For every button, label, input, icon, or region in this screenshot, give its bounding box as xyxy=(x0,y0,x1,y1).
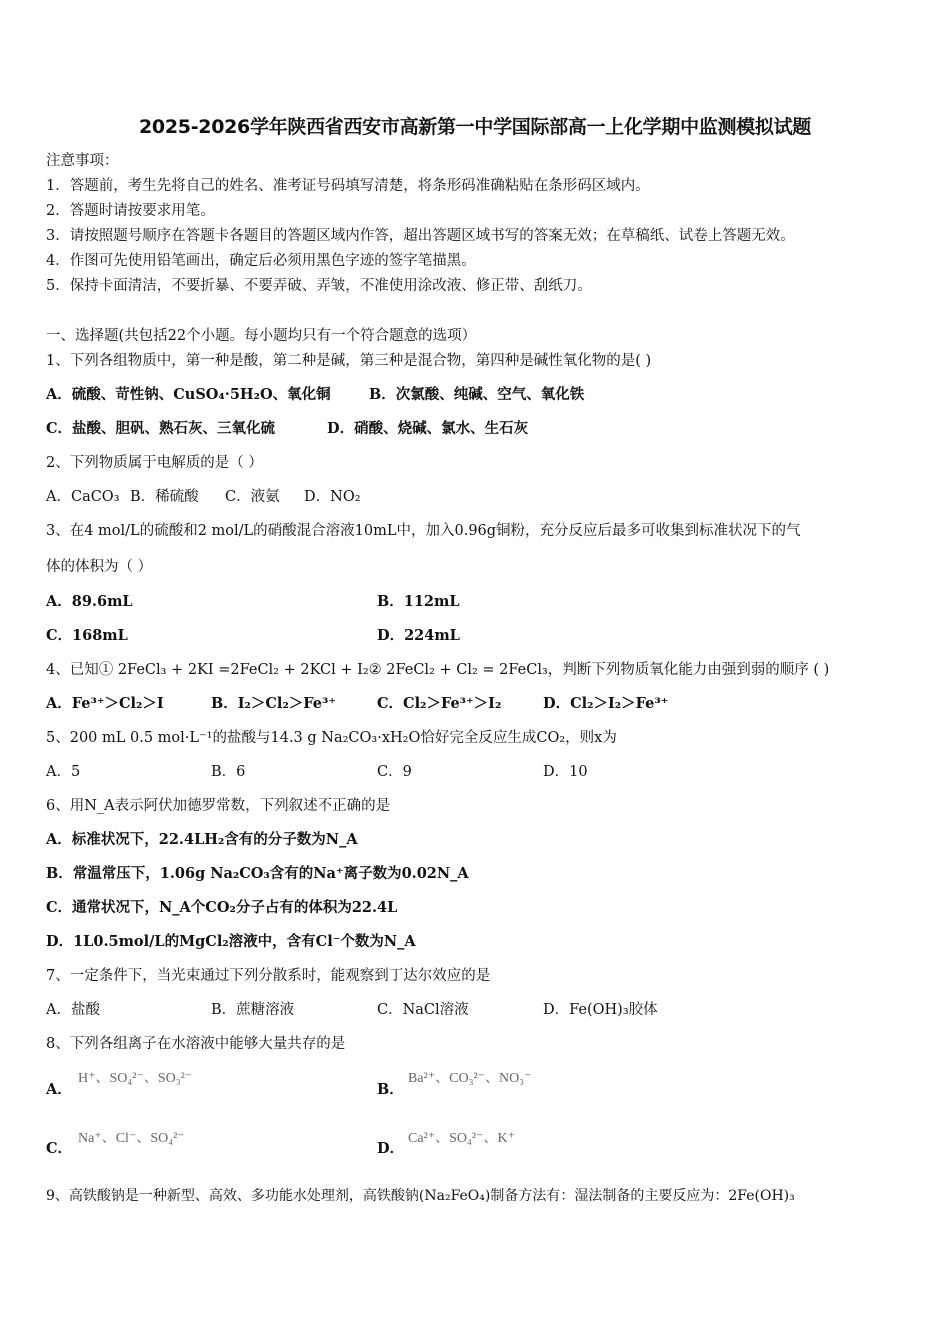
option-c: C．Cl₂＞Fe³⁺＞I₂ xyxy=(377,695,502,712)
option-c: C．168mL xyxy=(46,627,128,644)
option-b-label: B． xyxy=(377,1081,404,1098)
option-c: C．NaCl溶液 xyxy=(377,1002,469,1018)
option-d: D．NO₂ xyxy=(304,489,361,505)
question-stem: 8、下列各组离子在水溶液中能够大量共存的是 xyxy=(46,1036,346,1052)
notice-item: 5．保持卡面清洁，不要折暴、不要弄破、弄皱，不准使用涂改液、修正带、刮纸刀。 xyxy=(46,278,592,294)
question-stem: 5、200 mL 0.5 mol·L⁻¹的盐酸与14.3 g Na₂CO₃·xH₂O恰好完全反应生成CO₂，则x为 xyxy=(46,730,617,746)
option-d: D．Cl₂＞I₂＞Fe³⁺ xyxy=(543,695,669,712)
option-b: B．蔗糖溶液 xyxy=(211,1002,295,1018)
question-stem: 1、下列各组物质中，第一种是酸，第二种是碱，第三种是混合物，第四种是碱性氧化物的是( ) xyxy=(46,353,652,369)
option-c-ions: Na⁺、Cl⁻、SO₄²⁻ xyxy=(78,1131,185,1146)
option-c-label: C． xyxy=(46,1140,73,1157)
notice-item: 2．答题时请按要求用笔。 xyxy=(46,203,215,219)
option-a: A．89.6mL xyxy=(46,593,133,610)
option-d: D．10 xyxy=(543,764,588,780)
question-stem-cont: 体的体积为（ ） xyxy=(46,559,153,575)
option-a: A．盐酸 xyxy=(46,1002,100,1018)
option-c: C．通常状况下，N_A个CO₂分子占有的体积为22.4L xyxy=(46,899,398,916)
notice-item: 1．答题前，考生先将自己的姓名、准考证号码填写清楚，将条形码准确粘贴在条形码区域内。 xyxy=(46,178,650,194)
option-d: D．1L0.5mol/L的MgCl₂溶液中，含有Cl⁻个数为N_A xyxy=(46,933,416,950)
option-a: A．Fe³⁺＞Cl₂＞I xyxy=(46,695,164,712)
question-stem: 7、一定条件下，当光束通过下列分散系时，能观察到丁达尔效应的是 xyxy=(46,968,491,984)
page-title: 2025-2026学年陕西省西安市高新第一中学国际部高一上化学期中监测模拟试题 xyxy=(139,116,811,138)
option-a: A．5 xyxy=(46,764,81,780)
option-a: A．硫酸、苛性钠、CuSO₄·5H₂O、氧化铜 xyxy=(46,386,331,403)
option-b-ions: Ba²⁺、CO₃²⁻、NO₃⁻ xyxy=(408,1071,532,1086)
option-b: B．112mL xyxy=(377,593,460,610)
option-a: A．CaCO₃ xyxy=(46,489,120,505)
option-a-label: A． xyxy=(46,1081,72,1098)
question-stem: 3、在4 mol/L的硫酸和2 mol/L的硝酸混合溶液10mL中，加入0.96g铜粉，充分反应后最多可收集到标准状况下的气 xyxy=(46,523,801,539)
option-c: C．液氨 xyxy=(225,489,280,505)
question-stem: 4、已知① 2FeCl₃ + 2KI =2FeCl₂ + 2KCl + I₂② 2FeCl₂ + Cl₂ = 2FeCl₃，判断下列物质氧化能力由强到弱的顺序 ( ) xyxy=(46,662,830,678)
question-stem: 2、下列物质属于电解质的是（ ） xyxy=(46,455,263,471)
question-stem: 6、用N_A表示阿伏加德罗常数，下列叙述不正确的是 xyxy=(46,798,391,814)
option-d-label: D． xyxy=(377,1140,405,1157)
option-d: D．Fe(OH)₃胶体 xyxy=(543,1002,658,1018)
option-b: B．次氯酸、纯碱、空气、氧化铁 xyxy=(369,386,585,403)
option-b: B．I₂＞Cl₂＞Fe³⁺ xyxy=(211,695,337,712)
option-d-ions: Ca²⁺、SO₄²⁻、K⁺ xyxy=(408,1131,516,1146)
notice-item: 4．作图可先使用铅笔画出，确定后必须用黑色字迹的签字笔描黑。 xyxy=(46,253,476,269)
section-heading: 一、选择题(共包括22个小题。每小题均只有一个符合题意的选项） xyxy=(46,328,477,344)
option-b: B．常温常压下，1.06g Na₂CO₃含有的Na⁺离子数为0.02N_A xyxy=(46,865,469,882)
option-d: D．224mL xyxy=(377,627,460,644)
option-b: B．稀硫酸 xyxy=(130,489,199,505)
question-stem: 9、高铁酸钠是一种新型、高效、多功能水处理剂，高铁酸钠(Na₂FeO₄)制备方法有：湿法制备的主要反应为：2Fe(OH)₃ xyxy=(46,1188,795,1204)
option-a-ions: H⁺、SO₄²⁻、SO₃²⁻ xyxy=(78,1071,193,1086)
option-d: D．硝酸、烧碱、氯水、生石灰 xyxy=(327,420,529,437)
option-b: B．6 xyxy=(211,764,246,780)
notice-item: 3．请按照题号顺序在答题卡各题目的答题区域内作答，超出答题区域书写的答案无效；在草稿纸、试卷上答题无效。 xyxy=(46,228,795,244)
option-c: C．9 xyxy=(377,764,412,780)
option-a: A．标准状况下，22.4LH₂含有的分子数为N_A xyxy=(46,831,358,848)
option-c: C．盐酸、胆矾、熟石灰、三氧化硫 xyxy=(46,420,276,437)
notice-heading: 注意事项： xyxy=(46,153,119,169)
